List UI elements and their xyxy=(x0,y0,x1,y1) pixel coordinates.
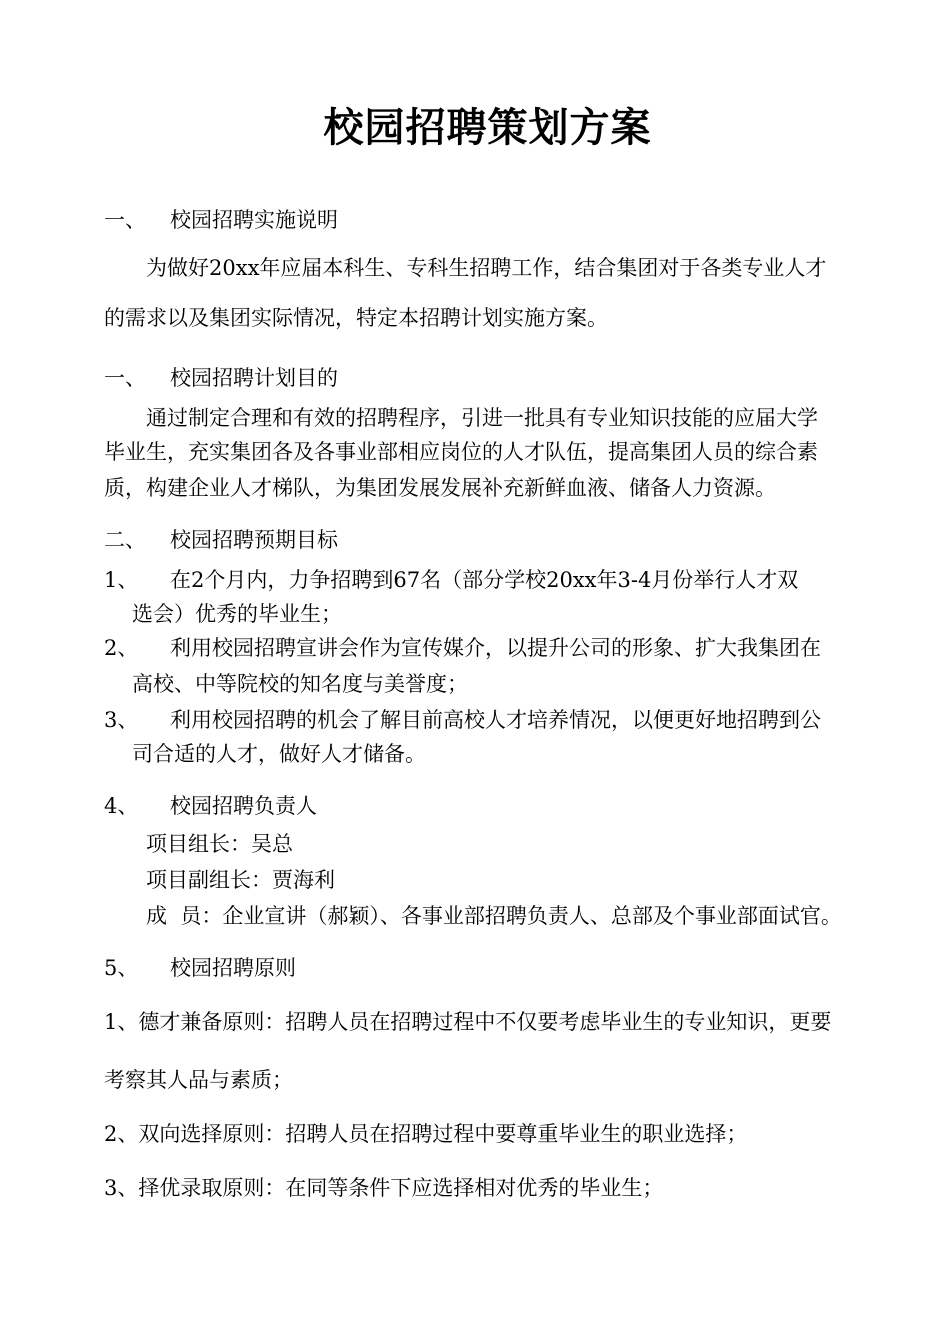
principle-item: 2、双向选择原则：招聘人员在招聘过程中要尊重毕业生的职业选择； xyxy=(104,1122,748,1146)
project-leader: 项目组长：吴总 xyxy=(146,832,293,856)
section-number: 二、 xyxy=(104,528,146,552)
section-number: 5、 xyxy=(104,956,139,980)
project-members: 成 员：企业宣讲（郝颖）、各事业部招聘负责人、总部及个事业部面试官。 xyxy=(146,904,842,928)
section-heading-text: 校园招聘负责人 xyxy=(170,794,317,818)
principle-item: 3、择优录取原则：在同等条件下应选择相对优秀的毕业生； xyxy=(104,1176,664,1200)
paragraph-line: 为做好20xx年应届本科生、专科生招聘工作，结合集团对于各类专业人才 xyxy=(146,256,827,280)
document-title: 校园招聘策划方案 xyxy=(323,105,652,151)
principle-item-continued: 考察其人品与素质； xyxy=(104,1068,293,1092)
item-number: 3、 xyxy=(104,708,139,732)
section-number: 4、 xyxy=(104,794,139,818)
item-number: 1、 xyxy=(104,568,139,592)
paragraph-line: 质，构建企业人才梯队，为集团发展发展补充新鲜血液、储备人力资源。 xyxy=(104,476,776,500)
item-number: 2、 xyxy=(104,636,139,660)
paragraph-line: 毕业生，充实集团各及各事业部相应岗位的人才队伍，提高集团人员的综合素 xyxy=(104,440,818,464)
section-heading-text: 校园招聘实施说明 xyxy=(170,208,338,232)
project-vice-leader: 项目副组长：贾海利 xyxy=(146,868,335,892)
item-text: 利用校园招聘的机会了解目前高校人才培养情况，以便更好地招聘到公 xyxy=(170,708,821,732)
item-text-continued: 司合适的人才，做好人才储备。 xyxy=(132,742,426,766)
paragraph-line: 的需求以及集团实际情况，特定本招聘计划实施方案。 xyxy=(104,306,608,330)
section-number: 一、 xyxy=(104,208,146,232)
section-heading-text: 校园招聘计划目的 xyxy=(170,366,338,390)
paragraph-line: 通过制定合理和有效的招聘程序，引进一批具有专业知识技能的应届大学 xyxy=(146,406,818,430)
item-text: 利用校园招聘宣讲会作为宣传媒介，以提升公司的形象、扩大我集团在 xyxy=(170,636,821,660)
section-number: 一、 xyxy=(104,366,146,390)
section-heading-text: 校园招聘原则 xyxy=(170,956,296,980)
section-heading-text: 校园招聘预期目标 xyxy=(170,528,338,552)
item-text-continued: 选会）优秀的毕业生； xyxy=(132,602,342,626)
item-text-continued: 高校、中等院校的知名度与美誉度； xyxy=(132,672,468,696)
item-text: 在2个月内，力争招聘到67名（部分学校20xx年3-4月份举行人才双 xyxy=(170,568,799,592)
principle-item: 1、德才兼备原则：招聘人员在招聘过程中不仅要考虑毕业生的专业知识，更要 xyxy=(104,1010,832,1034)
